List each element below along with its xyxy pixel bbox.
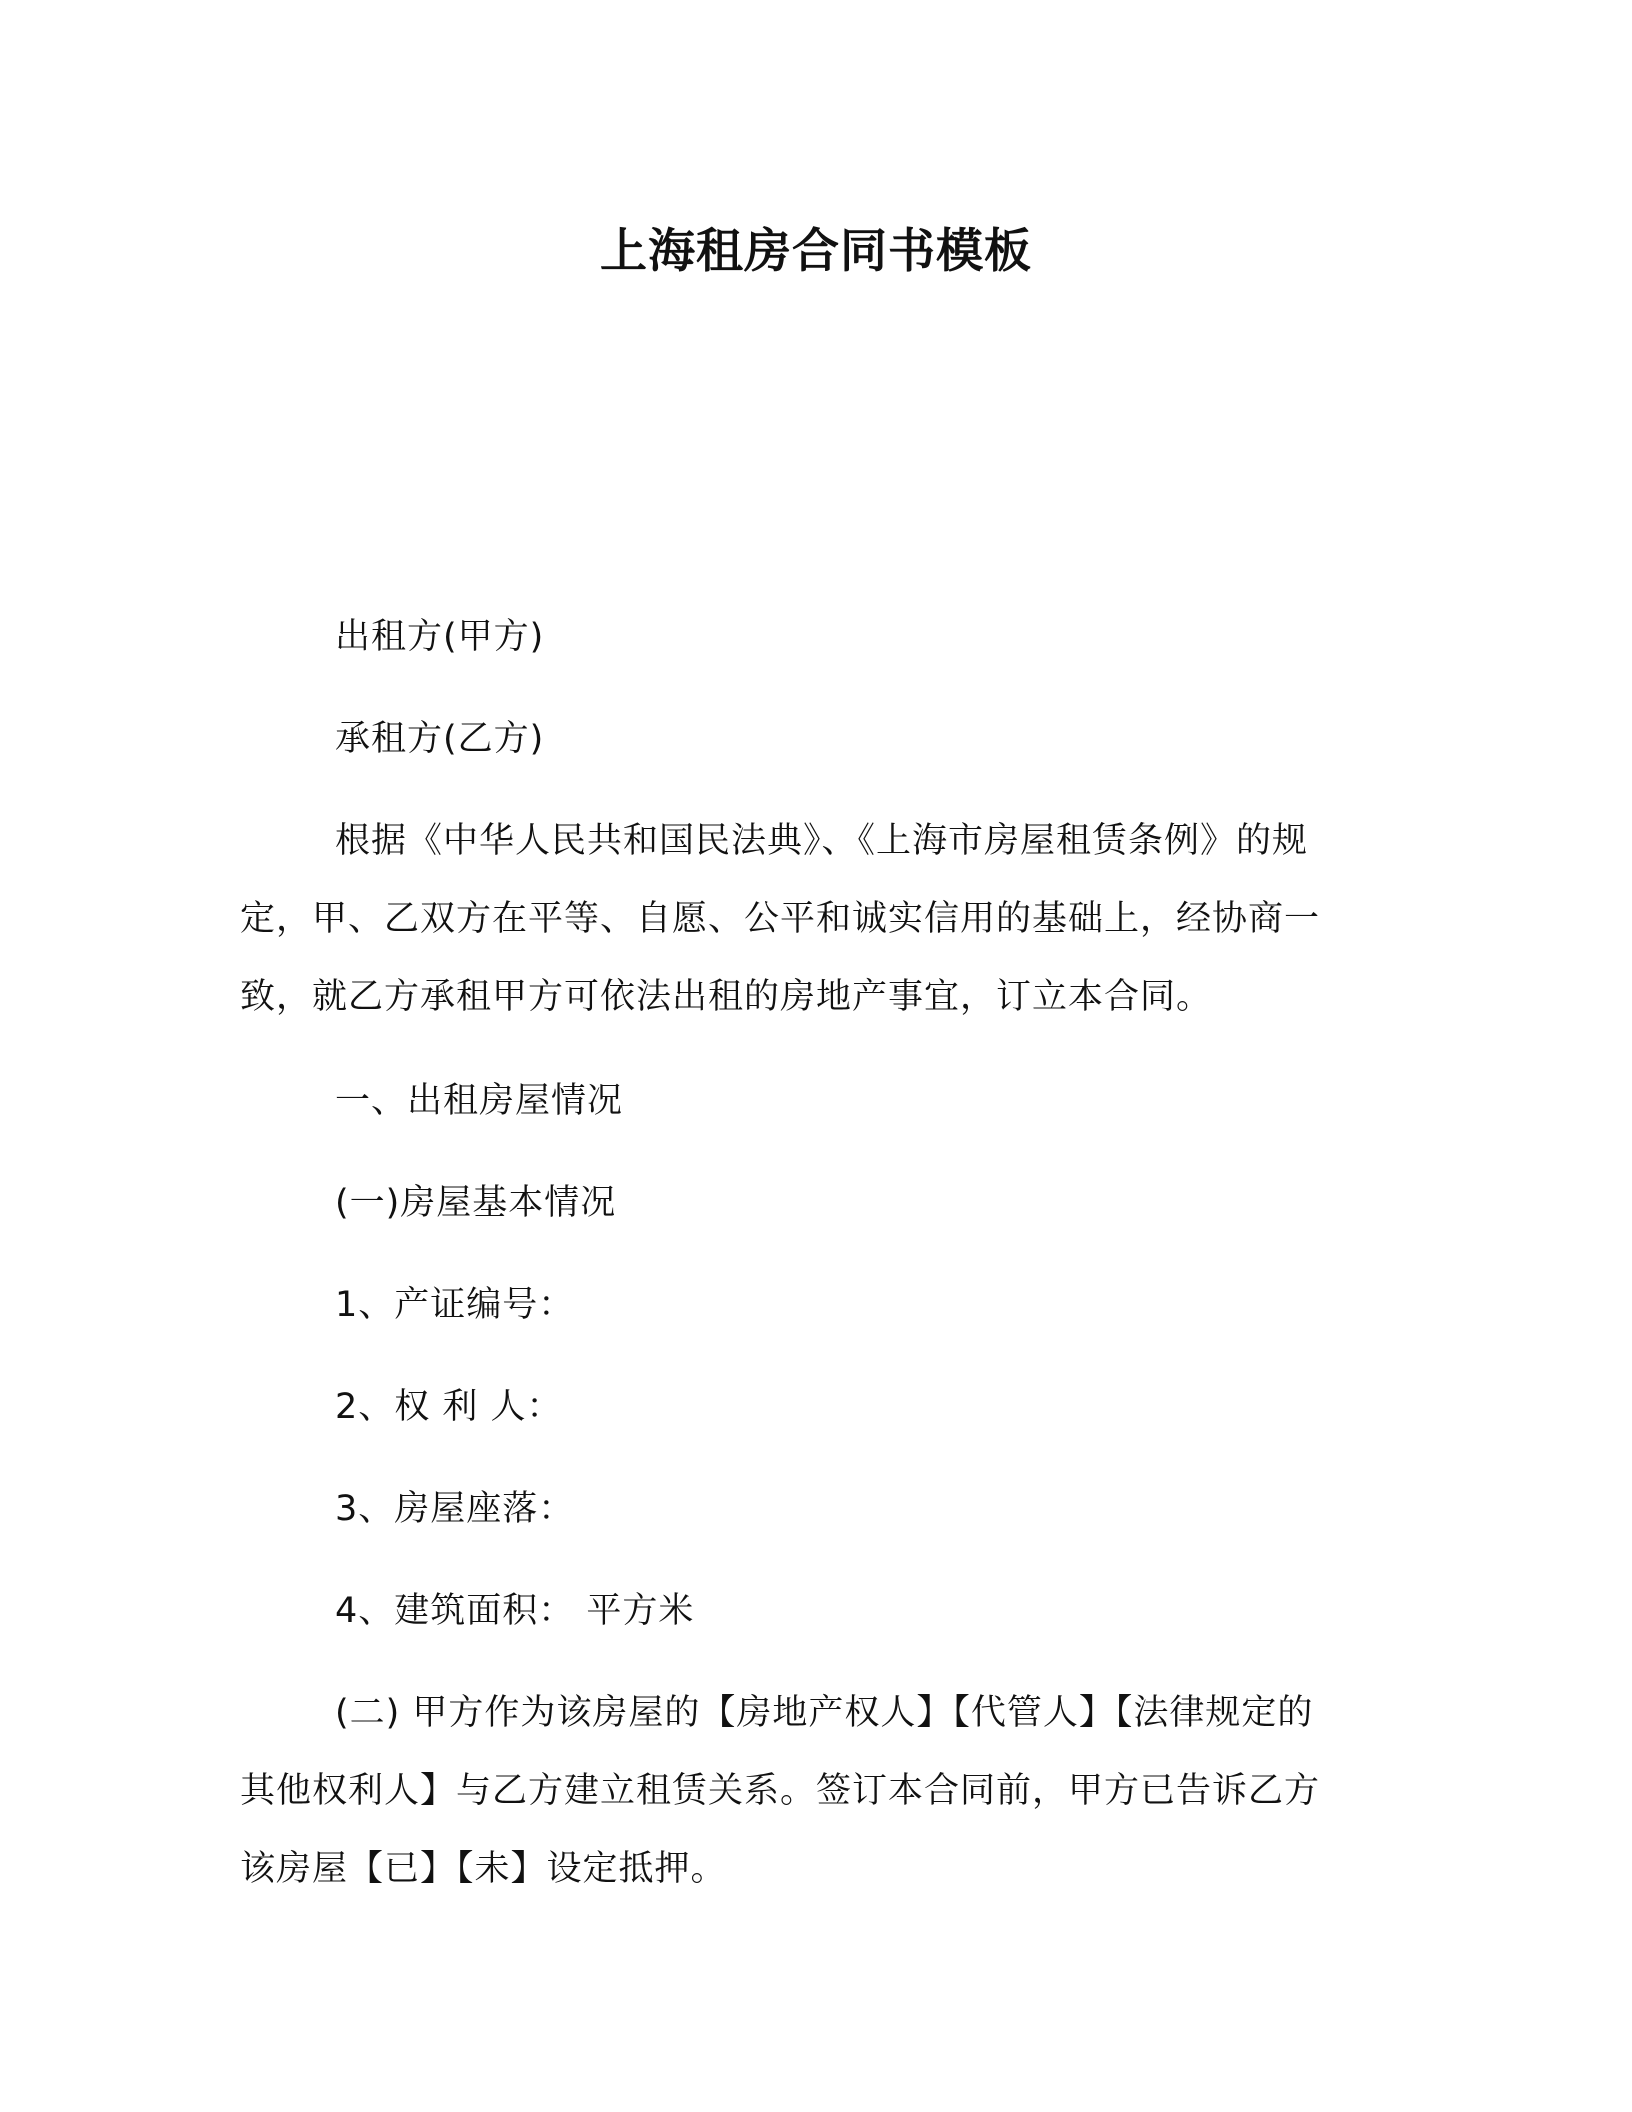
lessee-line: 承租方(乙方) bbox=[335, 719, 545, 759]
clause-line-3: 该房屋【已】【未】设定抵押。 bbox=[240, 1849, 727, 1889]
document-title: 上海租房合同书模板 bbox=[600, 224, 1032, 279]
list-item: 2、权 利 人： bbox=[335, 1387, 563, 1427]
preamble-line-2: 定，甲、乙双方在平等、自愿、公平和诚实信用的基础上，经协商一 bbox=[240, 899, 1321, 939]
lessor-line: 出租方(甲方) bbox=[335, 617, 545, 657]
list-item: 4、建筑面积： 平方米 bbox=[335, 1591, 695, 1631]
preamble-line-1: 根据《中华人民共和国民法典》、《上海市房屋租赁条例》的规 bbox=[335, 821, 1309, 861]
clause-line-1: (二) 甲方作为该房屋的【房地产权人】【代管人】【法律规定的 bbox=[335, 1693, 1314, 1733]
clause-line-2: 其他权利人】与乙方建立租赁关系。签订本合同前，甲方已告诉乙方 bbox=[240, 1771, 1321, 1811]
section-heading: 一、出租房屋情况 bbox=[335, 1081, 624, 1121]
list-item: 3、房屋座落： bbox=[335, 1489, 575, 1529]
preamble-line-3: 致，就乙方承租甲方可依法出租的房地产事宜，订立本合同。 bbox=[240, 977, 1213, 1017]
list-item: 1、产证编号： bbox=[335, 1285, 575, 1325]
subsection-heading: (一)房屋基本情况 bbox=[335, 1183, 617, 1223]
